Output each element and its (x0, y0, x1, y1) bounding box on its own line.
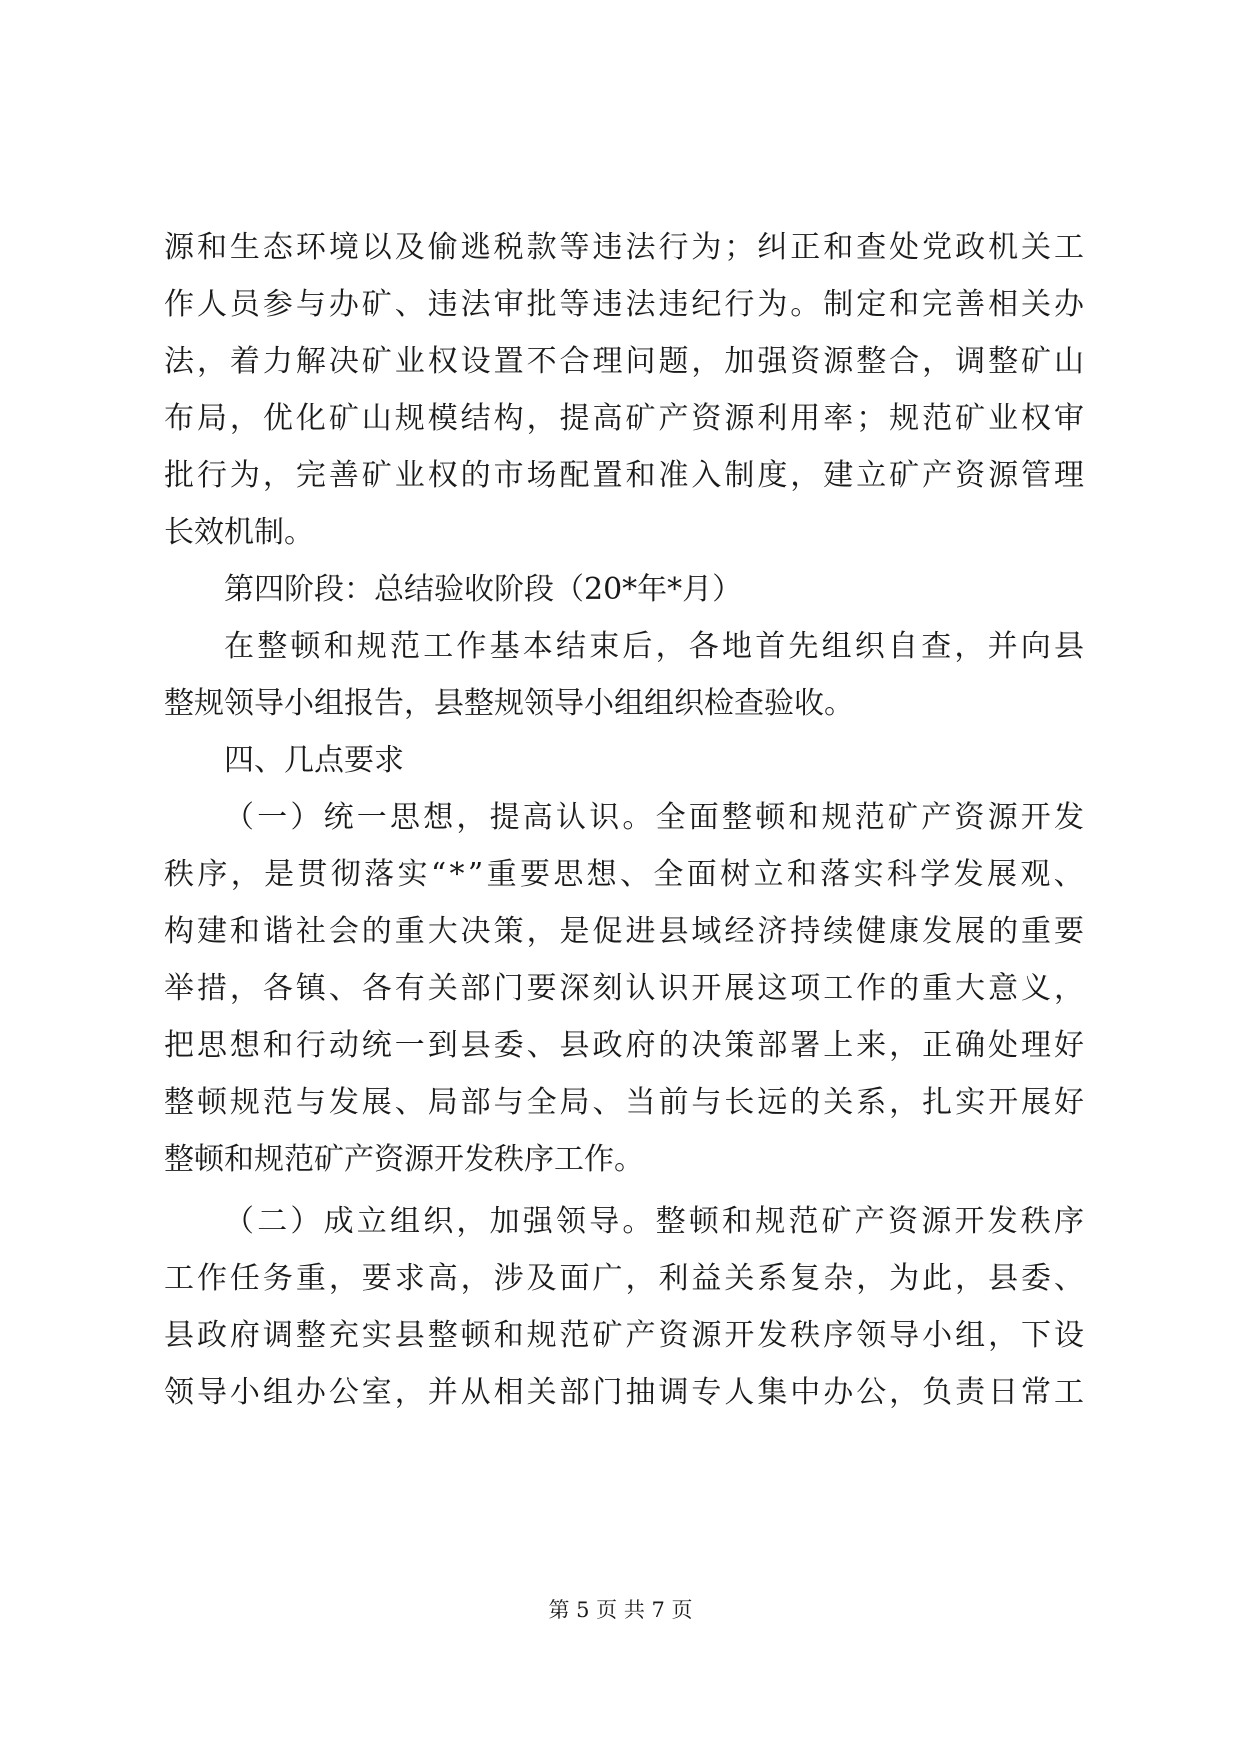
text-line: 作人员参与办矿、违法审批等违法违纪行为。制定和完善相关办 (164, 287, 1087, 322)
text-line: 长效机制。 (164, 515, 314, 550)
text-line: 整顿规范与发展、局部与全局、当前与长远的关系，扎实开展好 (164, 1085, 1087, 1120)
text-line: 法，着力解决矿业权设置不合理问题，加强资源整合，调整矿山 (164, 344, 1087, 379)
text-line: 把思想和行动统一到县委、县政府的决策部署上来，正确处理好 (164, 1028, 1087, 1063)
text-line: 秩序，是贯彻落实“*”重要思想、全面树立和落实科学发展观、 (164, 857, 1088, 892)
text-line: 整规领导小组报告，县整规领导小组组织检查验收。 (164, 686, 854, 721)
text-line: 批行为，完善矿业权的市场配置和准入制度，建立矿产资源管理 (164, 458, 1087, 493)
section-heading: 第四阶段：总结验收阶段（20*年*月） (224, 572, 743, 607)
text-line: 领导小组办公室，并从相关部门抽调专人集中办公，负责日常工 (164, 1375, 1087, 1410)
text-line: 在整顿和规范工作基本结束后，各地首先组织自查，并向县 (224, 629, 1088, 664)
text-line: 县政府调整充实县整顿和规范矿产资源开发秩序领导小组，下设 (164, 1318, 1087, 1353)
text-line: （二）成立组织，加强领导。整顿和规范矿产资源开发秩序 (224, 1204, 1088, 1239)
text-line: （一）统一思想，提高认识。全面整顿和规范矿产资源开发 (224, 800, 1088, 835)
page-number-footer: 第 5 页 共 7 页 (548, 1598, 693, 1622)
section-heading: 四、几点要求 (224, 743, 404, 778)
text-line: 工作任务重，要求高，涉及面广，利益关系复杂，为此，县委、 (164, 1261, 1087, 1296)
text-line: 整顿和规范矿产资源开发秩序工作。 (164, 1142, 644, 1177)
text-line: 源和生态环境以及偷逃税款等违法行为；纠正和查处党政机关工 (164, 230, 1087, 265)
text-line: 举措，各镇、各有关部门要深刻认识开展这项工作的重大意义， (164, 971, 1087, 1006)
text-line: 构建和谐社会的重大决策，是促进县域经济持续健康发展的重要 (164, 914, 1087, 949)
text-line: 布局，优化矿山规模结构，提高矿产资源利用率；规范矿业权审 (164, 401, 1087, 436)
